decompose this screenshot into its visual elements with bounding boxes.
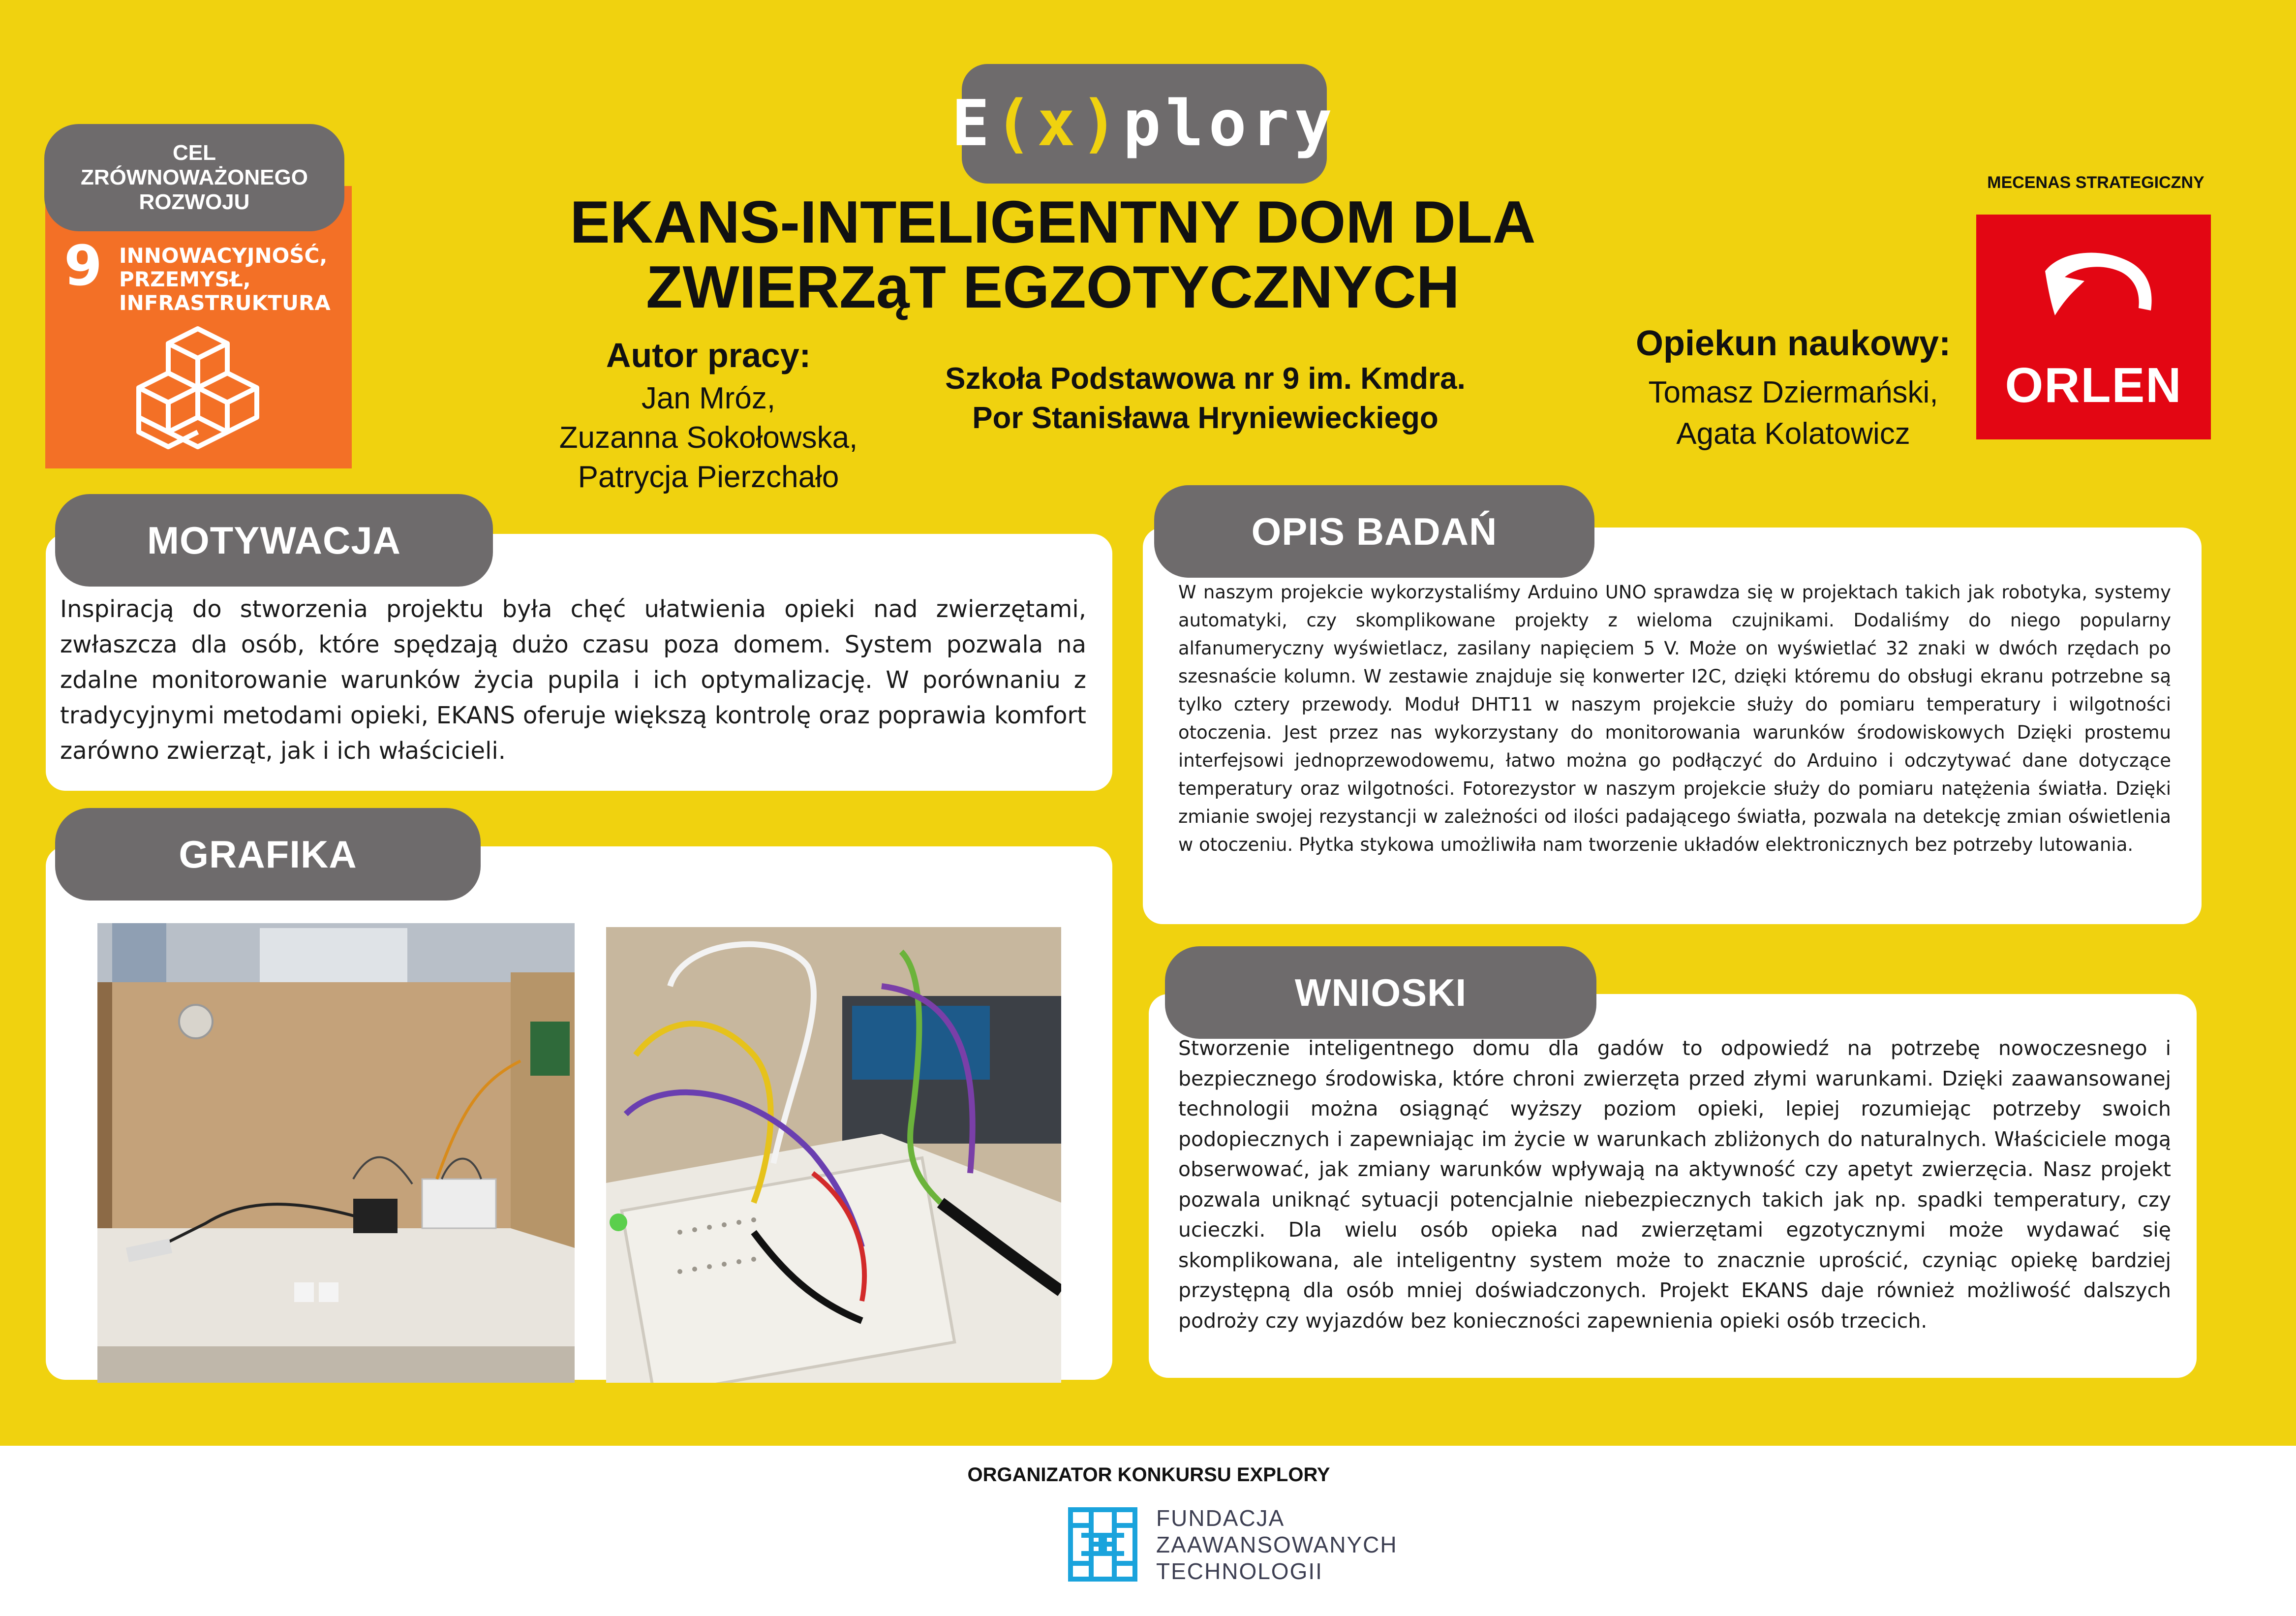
- tutors-list: [1604, 372, 1983, 455]
- opis-badan-text: W naszym projekcie wykorzystaliśmy Arduino UNO sprawdza się w projektach takich jak robotyka, systemy automatyki, czy skomplikowane projekty z wieloma czujnikami. Dodaliśmy do niego popularny alfanumeryczny wyświetlacz, zasilany napięciem 5 V. Może on wyświetlać 32 znaki w dwóch rzędach po szesnaście kolumn. W zestawie znajduje się konwerter I2C, dzięki któremu do obsługi ekranu potrzebne są tylko cztery przewody. Moduł DHT11 w naszym projekcie służy do pomiaru temperatury i wilgotności otoczenia. Jest przez nas wykorzystany do monitorowania warunków środowiskowych Dzięki prostemu interfejsowi jednoprzewodowemu, łatwo można go podłączyć do Arduino i odczytywać dane dotyczące temperatury oraz wilgotności. Fotorezystor w naszym projekcie służy do pomiaru natężenia światła. Dzięki zmianie swojej rezystancji w zależności od ilości padającego światła, pozwala na detekcję zmian oświetlenia w otoczeniu. Płytka stykowa umożliwiła nam tworzenie układów elektronicznych bez potrzeby lutowania.: [1178, 582, 2171, 855]
- section-heading-grafika: GRAFIKA: [55, 808, 481, 901]
- section-heading-wnioski: WNIOSKI: [1165, 946, 1596, 1039]
- sdg-goal-number: 9: [64, 234, 102, 298]
- explory-logo: [951, 64, 1337, 184]
- school-name: Szkoła Podstawowa nr 9 im. Kmdra. Por Stanisława Hryniewieckiego: [945, 362, 1466, 435]
- page-title: EKANS-INTELIGENTNY DOM DLA ZWIERZąT EGZOTYCZNYCH: [570, 188, 1536, 320]
- author-name: Zuzanna Sokołowska,: [559, 421, 858, 455]
- cubes-icon: [119, 324, 276, 452]
- fzt-logo-icon: [1067, 1506, 1139, 1583]
- enclosure-photo: [97, 923, 575, 1383]
- tutors-heading: Opiekun naukowy:: [1635, 324, 1951, 363]
- authors-heading: Autor pracy:: [606, 336, 811, 374]
- organizer-label: ORGANIZATOR KONKURSU EXPLORY: [967, 1464, 1330, 1486]
- author-name: Jan Mróz,: [641, 381, 776, 415]
- tutor-name: Agata Kolatowicz: [1676, 417, 1910, 451]
- section-heading-motywacja: MOTYWACJA: [55, 494, 493, 587]
- explory-logo-text: E (x) plory: [951, 87, 1337, 160]
- section-heading-opis-badan: OPIS BADAŃ: [1154, 485, 1594, 578]
- patron-label: MECENAS STRATEGICZNY: [1987, 173, 2204, 192]
- tutor-name: Tomasz Dziermański,: [1648, 375, 1938, 409]
- fzt-logo-text: FUNDACJA ZAAWANSOWANYCH TECHNOLOGII: [1156, 1505, 1398, 1584]
- orlen-logo-text: ORLEN: [2005, 358, 2182, 413]
- wnioski-text: Stworzenie inteligentnego domu dla gadów to odpowiedź na potrzebę nowoczesnego i bezpiecznego środowiska, które chroni zwierzęta przed złymi warunkami. Dzięki zaawansowanej technologii można osiągnąć wyższy poziom opieki, lepiej rozumiejąc potrzeby swoich podopiecznych i zapewniając im życie w warunkach zbliżonych do naturalnych. Właściciele mogą obserwować, jak zmiany warunków wpływają na aktywność czy apetyt zwierzęcia. Nasz projekt pozwala uniknąć sytuacji potencjalnie niebezpiecznych takich jak np. spadki temperatury, czy ucieczki. Dla wielu osób opieka nad zwierzętami egzotycznymi może wydawać się skomplikowana, ale inteligentny system może to znacznie uprościć, czyniąc opiekę bardziej przystępną dla osób mniej doświadczonych. Projekt EKANS daje również możliwość dalszych podroży czy wyjazdów bez konieczności zapewnienia opieki osób trzecich.: [1178, 1036, 2171, 1333]
- motywacja-text: Inspiracją do stworzenia projektu była chęć ułatwienia opieki nad zwierzętami, zwłaszcza dla osób, które spędzają dużo czasu poza domem. System pozwala na zdalne monitorowanie warunków życia pupila i ich optymalizację. W porównaniu z tradycyjnymi metodami opieki, EKANS oferuje większą kontrolę oraz poprawia komfort zarówno zwierząt, jak i ich właścicieli.: [60, 595, 1086, 765]
- authors-list: [512, 379, 905, 497]
- author-name: Patrycja Pierzchało: [578, 460, 839, 494]
- breadboard-photo: [606, 927, 1061, 1383]
- orlen-eagle-icon: [2025, 242, 2163, 345]
- sdg-goal-name: INNOWACYJNOŚĆ, PRZEMYSŁ, INFRASTRUKTURA: [119, 244, 331, 315]
- orlen-logo: [1976, 215, 2211, 439]
- sdg-label: CEL ZRÓWNOWAŻONEGO ROZWOJU: [44, 124, 344, 231]
